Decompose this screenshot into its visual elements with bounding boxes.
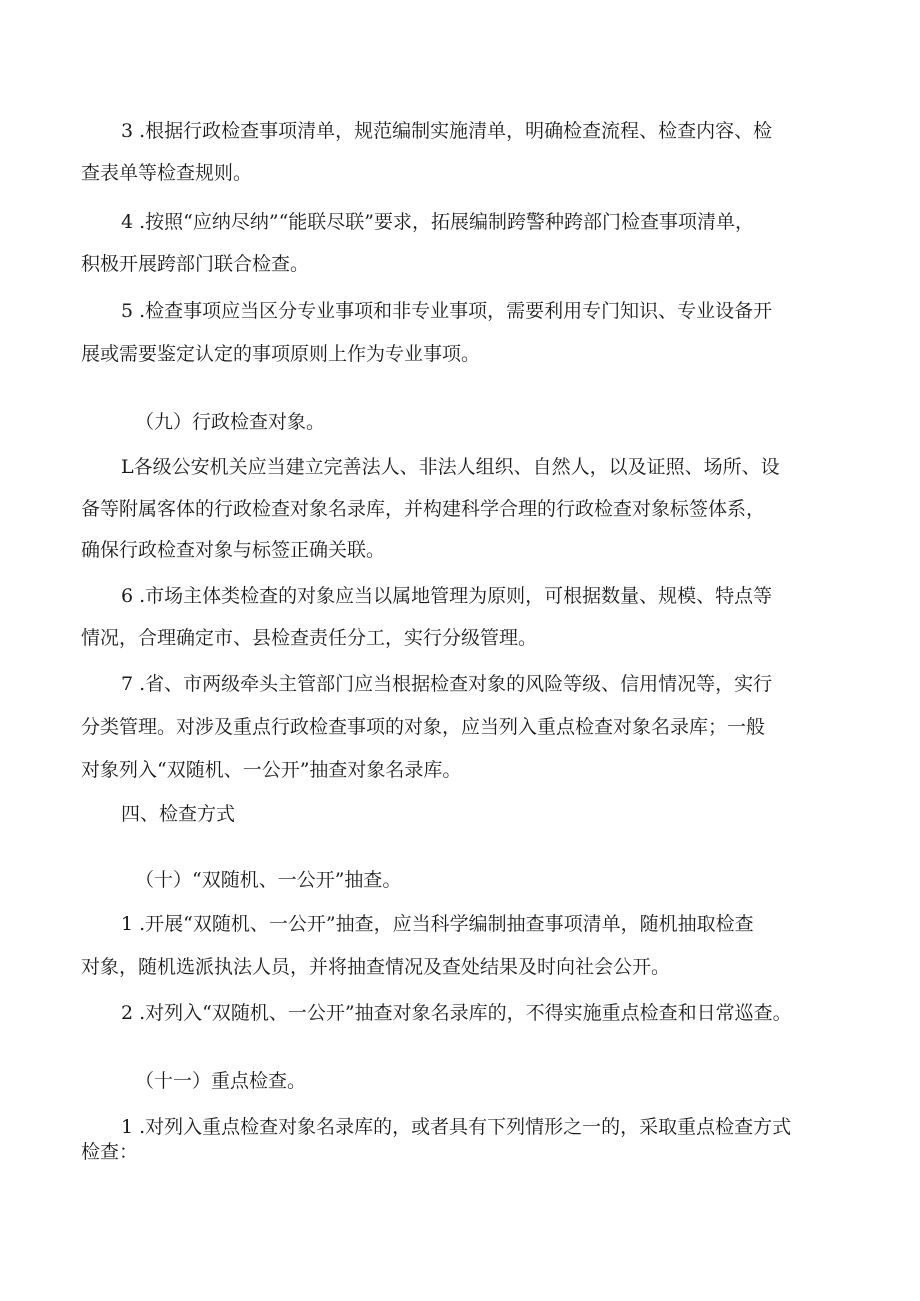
para-6-line-2: 情况，合理确定市、县检查责任分工，实行分级管理。 bbox=[81, 627, 538, 649]
chapter-heading-4: 四、检查方式 bbox=[121, 803, 236, 825]
para-L-line-1: L各级公安机关应当建立完善法人、非法人组织、自然人，以及证照、场所、设 bbox=[121, 456, 780, 478]
para-10-2-line-1: 2 .对列入“双随机、一公开”抽查对象名录库的，不得实施重点检查和日常巡查。 bbox=[121, 1002, 792, 1024]
para-11-1-line-1: 1 .对列入重点检查对象名录库的，或者具有下列情形之一的，采取重点检查方式 bbox=[121, 1116, 792, 1138]
para-4-line-2: 积极开展跨部门联合检查。 bbox=[81, 253, 310, 275]
section-heading-9: （九）行政检查对象。 bbox=[135, 411, 326, 433]
para-7-line-3: 对象列入“双随机、一公开”抽查对象名录库。 bbox=[81, 759, 462, 781]
para-5-line-1: 5 .检查事项应当区分专业事项和非专业事项，需要利用专门知识、专业设备开 bbox=[121, 300, 773, 322]
section-heading-11: （十一）重点检查。 bbox=[135, 1070, 307, 1092]
para-L-line-3: 确保行政检查对象与标签正确关联。 bbox=[81, 539, 386, 561]
para-10-1-line-1: 1 .开展“双随机、一公开”抽查，应当科学编制抽查事项清单，随机抽取检查 bbox=[121, 913, 754, 935]
para-5-line-2: 展或需要鉴定认定的事项原则上作为专业事项。 bbox=[81, 343, 481, 365]
para-3-line-2: 查表单等检查规则。 bbox=[81, 162, 253, 184]
para-6-line-1: 6 .市场主体类检查的对象应当以属地管理为原则，可根据数量、规模、特点等 bbox=[121, 585, 773, 607]
para-7-line-2: 分类管理。对涉及重点行政检查事项的对象，应当列入重点检查对象名录库；一般 bbox=[81, 716, 766, 738]
para-7-line-1: 7 .省、市两级牵头主管部门应当根据检查对象的风险等级、信用情况等，实行 bbox=[121, 673, 773, 695]
para-3-line-1: 3 .根据行政检查事项清单，规范编制实施清单，明确检查流程、检查内容、检 bbox=[121, 120, 773, 142]
para-10-1-line-2: 对象，随机选派执法人员，并将抽查情况及查处结果及时向社会公开。 bbox=[81, 956, 671, 978]
para-L-line-2: 备等附属客体的行政检查对象名录库，并构建科学合理的行政检查对象标签体系， bbox=[81, 498, 766, 520]
para-11-1-line-2: 检查： bbox=[81, 1141, 139, 1163]
para-4-line-1: 4 .按照“应纳尽纳”“能联尽联”要求，拓展编制跨警种跨部门检查事项清单， bbox=[121, 211, 755, 233]
section-heading-10: （十）“双随机、一公开”抽查。 bbox=[135, 869, 402, 891]
